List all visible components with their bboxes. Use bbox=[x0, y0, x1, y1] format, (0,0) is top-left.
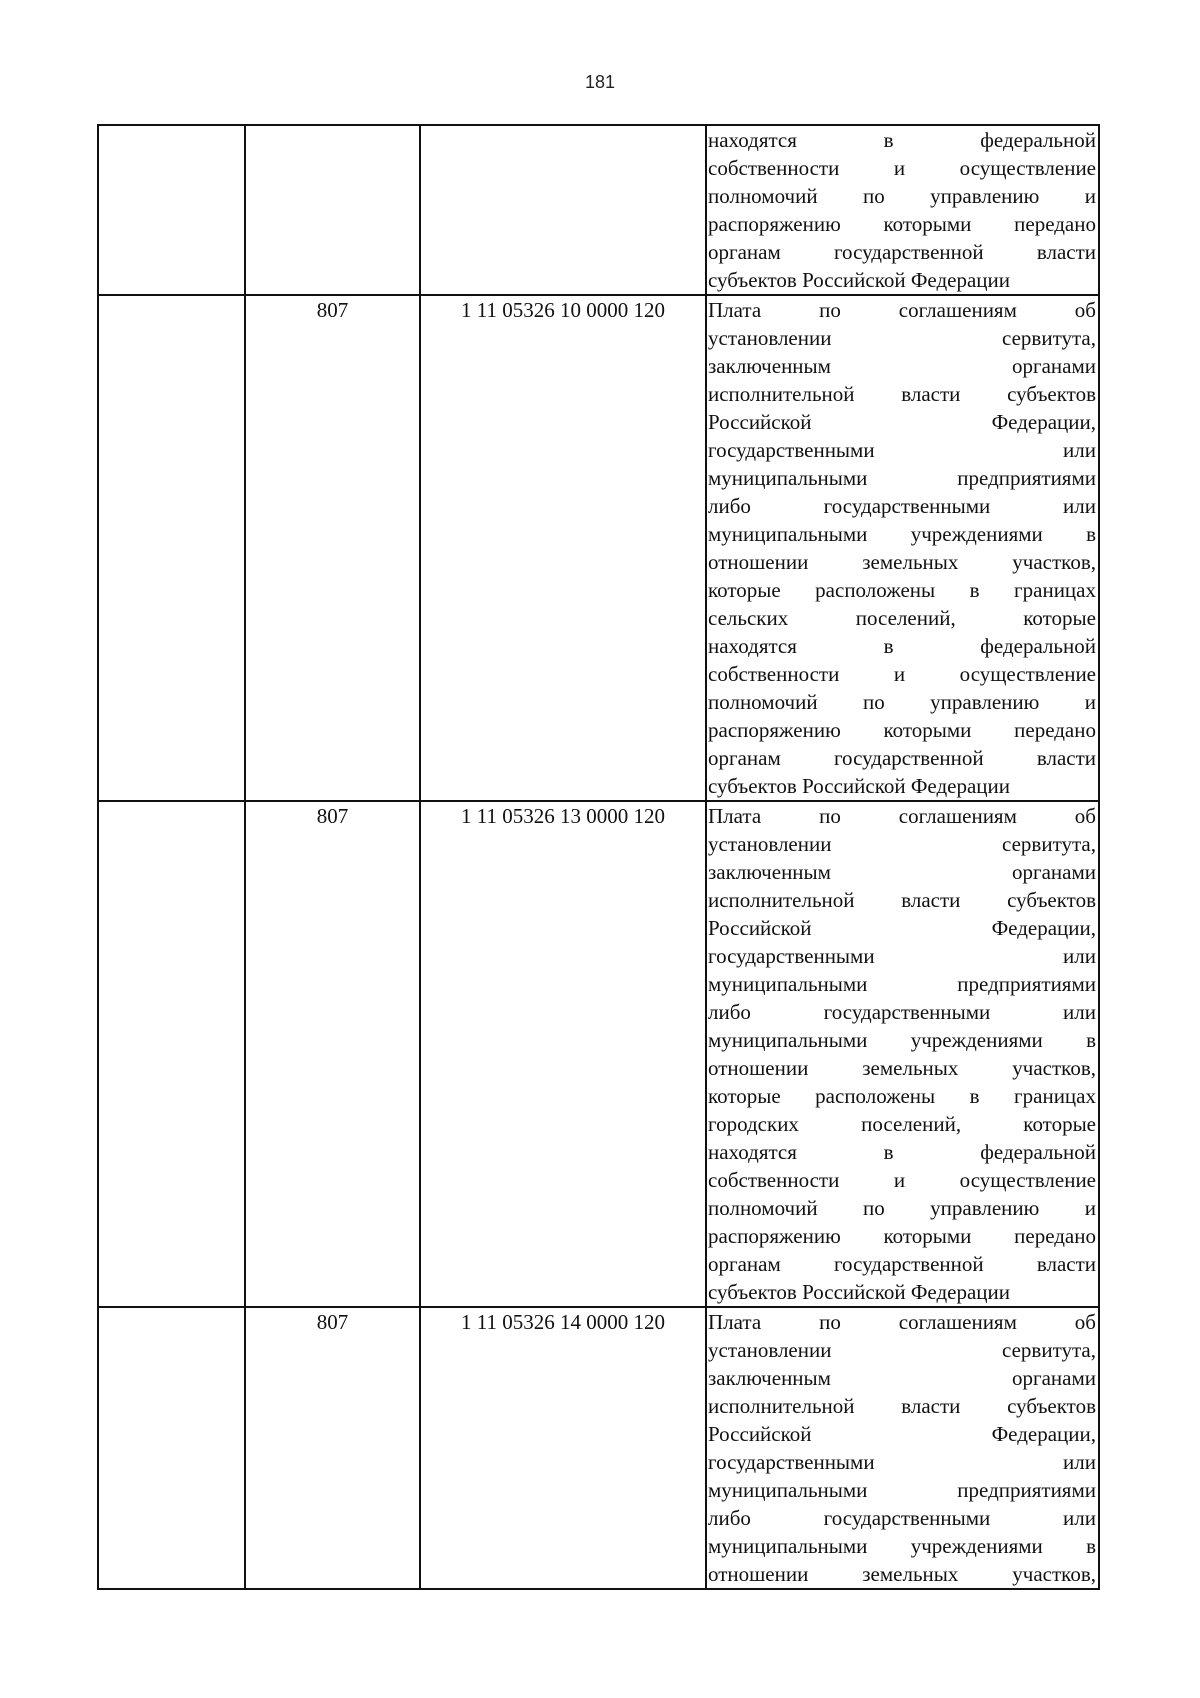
description-line: Плата по соглашениям об bbox=[708, 298, 1096, 322]
description-line: отношении земельных участков, bbox=[708, 1056, 1096, 1080]
description-line: либо государственными или bbox=[708, 494, 1096, 518]
description-line: распоряжению которыми передано bbox=[708, 718, 1096, 742]
table-row bbox=[98, 125, 1099, 295]
description-line: муниципальными учреждениями в bbox=[708, 1028, 1096, 1052]
cell-blank bbox=[98, 801, 245, 1307]
description-line: муниципальными предприятиями bbox=[708, 466, 1096, 490]
description-line: Плата по соглашениям об bbox=[708, 1310, 1096, 1334]
description-line: которые расположены в границах bbox=[708, 1084, 1096, 1108]
description-line: государственными или bbox=[708, 438, 1096, 462]
description-line: муниципальными учреждениями в bbox=[708, 1534, 1096, 1558]
description-line: муниципальными предприятиями bbox=[708, 972, 1096, 996]
description-line: собственности и осуществление bbox=[708, 662, 1096, 686]
description-line: либо государственными или bbox=[708, 1000, 1096, 1024]
cell-blank bbox=[98, 1307, 245, 1589]
description-line: органам государственной власти bbox=[708, 240, 1096, 264]
cell-blank bbox=[98, 295, 245, 801]
description-line: Плата по соглашениям об bbox=[708, 804, 1096, 828]
description-line: субъектов Российской Федерации bbox=[708, 1280, 1011, 1304]
description-line: полномочий по управлению и bbox=[708, 690, 1096, 714]
description-line: полномочий по управлению и bbox=[708, 184, 1096, 208]
cell-admin-code: 807 bbox=[245, 295, 420, 801]
description-line: Российской Федерации, bbox=[708, 1422, 1096, 1446]
cell-admin-code: 807 bbox=[245, 801, 420, 1307]
description-line: находятся в федеральной bbox=[708, 634, 1096, 658]
cell-kbk-code: 1 11 05326 14 0000 120 bbox=[420, 1307, 706, 1589]
cell-admin-code: 807 bbox=[245, 1307, 420, 1589]
cell-description bbox=[706, 1307, 1099, 1589]
description-line: установлении сервитута, bbox=[708, 1338, 1096, 1362]
description-line: отношении земельных участков, bbox=[708, 1562, 1096, 1586]
page-number: 181 bbox=[584, 72, 616, 92]
description-line: отношении земельных участков, bbox=[708, 550, 1096, 574]
description-line: Российской Федерации, bbox=[708, 916, 1096, 940]
cell-description bbox=[706, 295, 1099, 801]
description-line: исполнительной власти субъектов bbox=[708, 382, 1096, 406]
description-line: установлении сервитута, bbox=[708, 832, 1096, 856]
description-line: субъектов Российской Федерации bbox=[708, 774, 1011, 798]
description-line: сельских поселений, которые bbox=[708, 606, 1096, 630]
description-line: органам государственной власти bbox=[708, 1252, 1096, 1276]
description-line: установлении сервитута, bbox=[708, 326, 1096, 350]
table-row bbox=[98, 1307, 1099, 1589]
table-body bbox=[98, 125, 1099, 1589]
description-line: государственными или bbox=[708, 944, 1096, 968]
description-line: собственности и осуществление bbox=[708, 156, 1096, 180]
description-line: городских поселений, которые bbox=[708, 1112, 1096, 1136]
description-line: полномочий по управлению и bbox=[708, 1196, 1096, 1220]
description-line: исполнительной власти субъектов bbox=[708, 1394, 1096, 1418]
cell-admin-code bbox=[245, 125, 420, 295]
description-line: распоряжению которыми передано bbox=[708, 212, 1096, 236]
cell-description bbox=[706, 801, 1099, 1307]
table-row bbox=[98, 801, 1099, 1307]
revenue-codes-table bbox=[97, 124, 1100, 1590]
description-line: муниципальными предприятиями bbox=[708, 1478, 1096, 1502]
cell-kbk-code: 1 11 05326 10 0000 120 bbox=[420, 295, 706, 801]
table-row bbox=[98, 295, 1099, 801]
cell-kbk-code: 1 11 05326 13 0000 120 bbox=[420, 801, 706, 1307]
description-line: исполнительной власти субъектов bbox=[708, 888, 1096, 912]
description-line: органам государственной власти bbox=[708, 746, 1096, 770]
description-line: либо государственными или bbox=[708, 1506, 1096, 1530]
description-line: собственности и осуществление bbox=[708, 1168, 1096, 1192]
description-line: муниципальными учреждениями в bbox=[708, 522, 1096, 546]
description-line: заключенным органами bbox=[708, 860, 1096, 884]
description-line: заключенным органами bbox=[708, 1366, 1096, 1390]
cell-description bbox=[706, 125, 1099, 295]
description-line: распоряжению которыми передано bbox=[708, 1224, 1096, 1248]
description-line: государственными или bbox=[708, 1450, 1096, 1474]
description-line: субъектов Российской Федерации bbox=[708, 268, 1011, 292]
description-line: находятся в федеральной bbox=[708, 1140, 1096, 1164]
description-line: находятся в федеральной bbox=[708, 128, 1096, 152]
cell-blank bbox=[98, 125, 245, 295]
description-line: Российской Федерации, bbox=[708, 410, 1096, 434]
cell-kbk-code bbox=[420, 125, 706, 295]
description-line: которые расположены в границах bbox=[708, 578, 1096, 602]
description-line: заключенным органами bbox=[708, 354, 1096, 378]
